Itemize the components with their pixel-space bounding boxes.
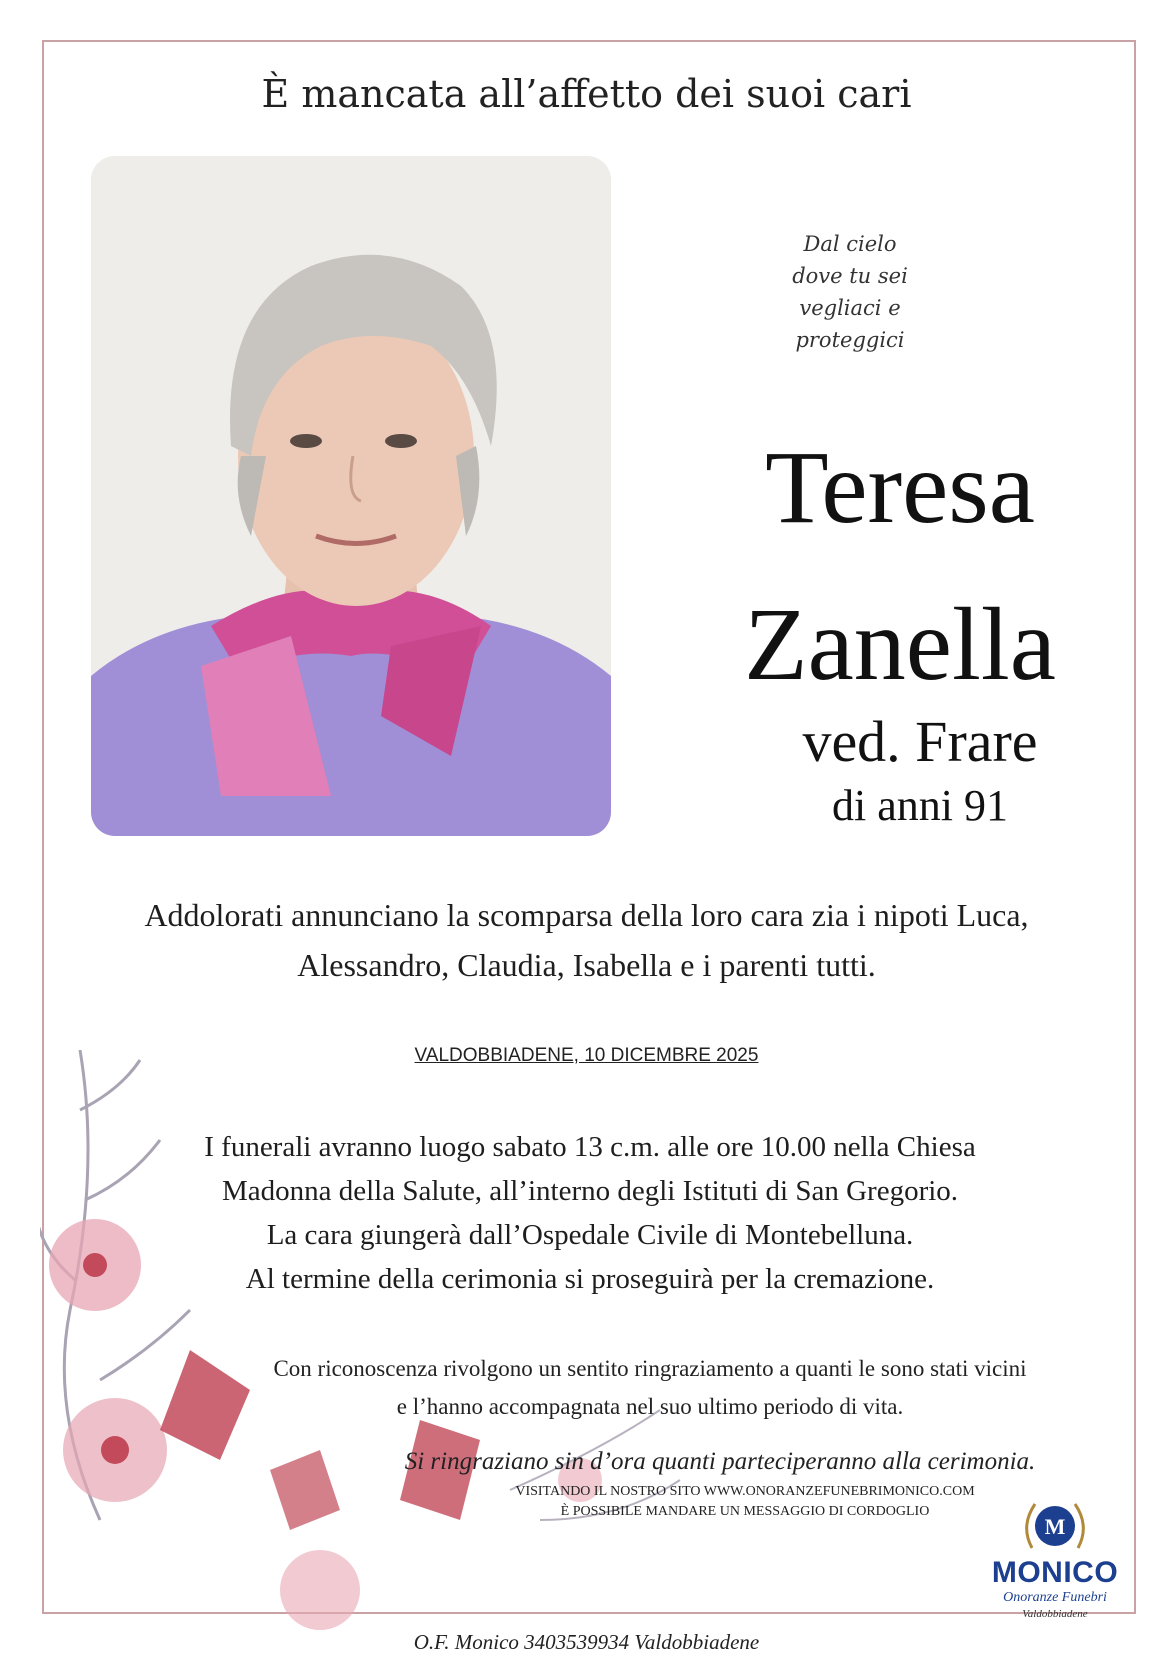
website-notice-line: VISITANDO IL NOSTRO SITO WWW.ONORANZEFUNEBRIMONICO.COM (515, 1484, 975, 1499)
announcement (60, 890, 1113, 990)
website-notice-line: È POSSIBILE MANDARE UN MESSAGGIO DI CORDOGLIO (560, 1504, 930, 1519)
announcement-line: Alessandro, Claudia, Isabella e i parenti tutti. (297, 947, 876, 983)
logo-brand: MONICO (991, 1556, 1119, 1589)
quote-line: Dal cielo (803, 232, 897, 256)
thanks-message (170, 1350, 1130, 1426)
funeral-line: Madonna della Salute, all’interno degli Istituti di San Gregorio. (221, 1175, 959, 1207)
place-date: VALDOBBIADENE, 10 DICEMBRE 2025 (414, 1045, 759, 1066)
funeral-info (90, 1125, 1090, 1301)
deceased-widow-of: ved. Frare (802, 709, 1038, 774)
deceased-age: di anni 91 (832, 781, 1008, 830)
logo-subtitle: Onoranze Funebri (1003, 1590, 1107, 1605)
memorial-quote (780, 228, 920, 356)
portrait-photo (91, 156, 611, 836)
deceased-first-name: Teresa (765, 430, 1035, 545)
thanks-line: e l’hanno accompagnata nel suo ultimo periodo di vita. (396, 1394, 904, 1419)
monico-logo (980, 1496, 1130, 1620)
funeral-line: I funerali avranno luogo sabato 13 c.m. alle ore 10.00 nella Chiesa (204, 1131, 976, 1163)
portrait-illustration (91, 156, 611, 836)
funeral-line: Al termine della cerimonia si proseguirà per la cremazione. (245, 1263, 935, 1295)
logo-letter: M (1044, 1514, 1066, 1539)
footer-contact: O.F. Monico 3403539934 Valdobbiadene (413, 1630, 760, 1654)
logo-emblem-icon (980, 1496, 1130, 1556)
announcement-line: Addolorati annunciano la scomparsa della loro cara zia i nipoti Luca, (144, 897, 1029, 933)
quote-line: proteggici (795, 328, 905, 352)
website-notice (420, 1482, 1070, 1522)
quote-line: dove tu sei (792, 264, 908, 288)
quote-line: vegliaci e (799, 296, 901, 320)
thanks-line: Con riconoscenza rivolgono un sentito ringraziamento a quanti le sono stati vicini (273, 1356, 1027, 1381)
funeral-line: La cara giungerà dall’Ospedale Civile di Montebelluna. (266, 1219, 914, 1251)
logo-town: Valdobbiadene (1022, 1608, 1088, 1620)
deceased-last-name: Zanella (744, 587, 1056, 702)
ceremony-thanks: Si ringraziano sin d’ora quanti parteciperanno alla cerimonia. (404, 1448, 1036, 1475)
headline: È mancata all’affetto dei suoi cari (261, 72, 912, 116)
